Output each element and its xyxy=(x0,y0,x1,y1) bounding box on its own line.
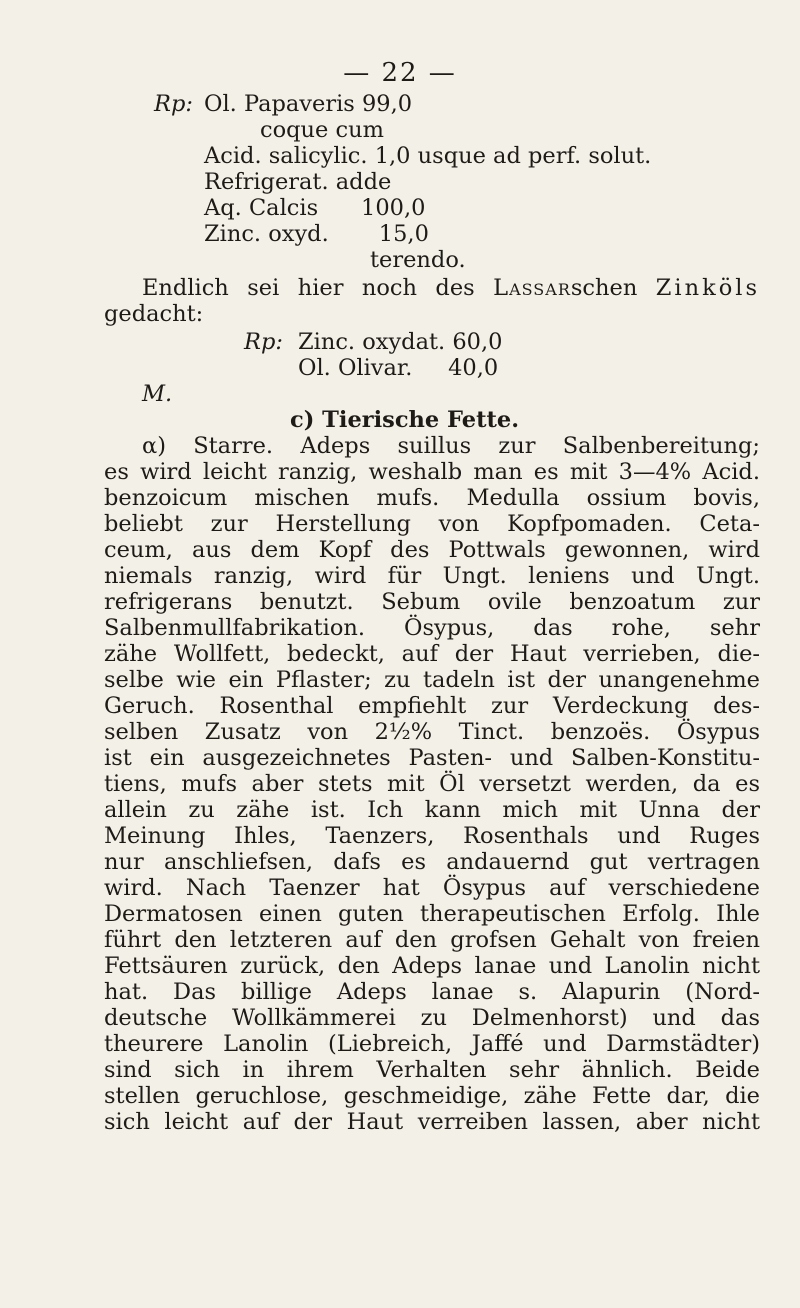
text-line: hat. Das billige Adeps lanae s. Alapurin (Nord- xyxy=(104,979,760,1005)
recipe-sign: M. xyxy=(142,381,173,407)
recipe-label: Rp: xyxy=(154,91,193,117)
text-line: Dermatosen einen guten therapeutischen Erfolg. Ihle xyxy=(104,901,760,927)
text-line: selben Zusatz von 2½% Tinct. benzoës. Ösypus xyxy=(104,719,760,745)
section-heading: c) Tierische Fette. xyxy=(290,407,520,433)
text-line: theurere Lanolin (Liebreich, Jaffé und Darmstädter) xyxy=(104,1031,760,1057)
text-line: Fettsäuren zurück, den Adeps lanae und Lanolin nicht xyxy=(104,953,760,979)
recipe-line: Ol. Papaveris 99,0 xyxy=(204,91,413,117)
recipe-line: Zinc. oxyd. 15,0 xyxy=(204,221,429,247)
intro-line: gedacht: xyxy=(104,301,204,327)
recipe-line: Aq. Calcis 100,0 xyxy=(204,195,426,221)
text-line: tiens, mufs aber stets mit Öl versetzt werden, da es xyxy=(104,771,760,797)
text-line: Geruch. Rosenthal empfiehlt zur Verdeckung des- xyxy=(104,693,760,719)
recipe-line: Acid. salicylic. 1,0 usque ad perf. solut. xyxy=(204,143,652,169)
text-line: wird. Nach Taenzer hat Ösypus auf verschiedene xyxy=(104,875,760,901)
recipe-line: Ol. Olivar. 40,0 xyxy=(298,355,499,381)
text-line: Salbenmullfabrikation. Ösypus, das rohe, sehr xyxy=(104,615,760,641)
intro-line xyxy=(142,274,760,302)
text-line: stellen geruchlose, geschmeidige, zähe Fette dar, die xyxy=(104,1083,760,1109)
text-line: allein zu zähe ist. Ich kann mich mit Unna der xyxy=(104,797,760,823)
text-line: sind sich in ihrem Verhalten sehr ähnlich. Beide xyxy=(104,1057,760,1083)
text-line: α) Starre. Adeps suillus zur Salbenbereitung; xyxy=(142,433,760,459)
text-line: refrigerans benutzt. Sebum ovile benzoatum zur xyxy=(104,589,760,615)
text-line: nur anschliefsen, dafs es andauernd gut vertragen xyxy=(104,849,760,875)
text-line: niemals ranzig, wird für Ungt. leniens und Ungt. xyxy=(104,563,760,589)
recipe-line: terendo. xyxy=(370,247,466,273)
recipe-line: Zinc. oxydat. 60,0 xyxy=(298,329,503,355)
recipe-line: coque cum xyxy=(260,117,384,143)
text-line: Meinung Ihles, Taenzers, Rosenthals und Ruges xyxy=(104,823,760,849)
text-line: beliebt zur Herstellung von Kopfpomaden. Ceta- xyxy=(104,511,760,537)
text-line: ist ein ausgezeichnetes Pasten- und Salben-Konstitu- xyxy=(104,745,760,771)
text-line: selbe wie ein Pflaster; zu tadeln ist der unangenehme xyxy=(104,667,760,693)
term-highlight: Zinköls xyxy=(655,275,760,301)
page-number: — 22 — xyxy=(343,58,457,88)
text-line: zähe Wollfett, bedeckt, auf der Haut verrieben, die- xyxy=(104,641,760,667)
recipe-label: Rp: xyxy=(244,329,283,355)
intro-text: Endlich sei hier noch des xyxy=(142,275,494,301)
intro-text: schen xyxy=(570,275,656,301)
text-line: führt den letzteren auf den grofsen Gehalt von freien xyxy=(104,927,760,953)
text-line: ceum, aus dem Kopf des Pottwals gewonnen, wird xyxy=(104,537,760,563)
text-line: es wird leicht ranzig, weshalb man es mit 3—4% Acid. xyxy=(104,459,760,485)
text-line: deutsche Wollkämmerei zu Delmenhorst) und das xyxy=(104,1005,760,1031)
author-name: Lassar xyxy=(493,275,571,301)
text-line: sich leicht auf der Haut verreiben lassen, aber nicht xyxy=(104,1109,760,1135)
recipe-line: Refrigerat. adde xyxy=(204,169,392,195)
text-line: benzoicum mischen mufs. Medulla ossium bovis, xyxy=(104,485,760,511)
